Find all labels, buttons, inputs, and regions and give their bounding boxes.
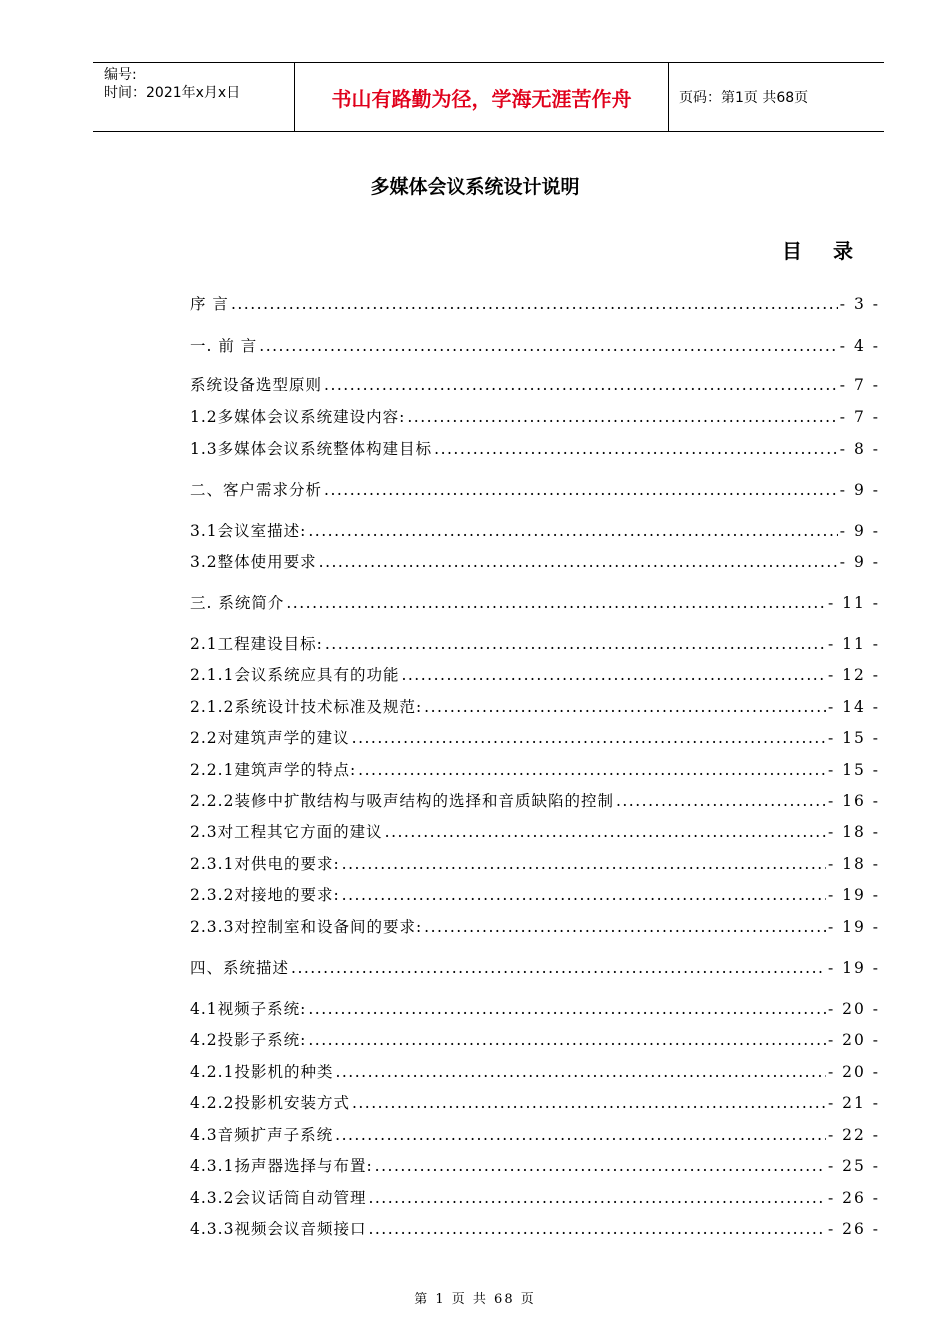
toc-entry[interactable] bbox=[190, 1124, 880, 1146]
toc-entry[interactable] bbox=[190, 479, 880, 501]
toc-entry-page: - 25 - bbox=[827, 1157, 880, 1175]
toc-entry[interactable] bbox=[190, 664, 880, 686]
toc-entry-page: - 19 - bbox=[827, 959, 880, 977]
toc-entry-title: 4.3.1扬声器选择与布置: bbox=[190, 1157, 373, 1175]
toc-entry[interactable] bbox=[190, 520, 880, 542]
toc-entry-page: - 15 - bbox=[827, 761, 880, 779]
toc-entry-title: 3.1会议室描述: bbox=[190, 522, 307, 540]
toc-entry-page: - 26 - bbox=[827, 1189, 880, 1207]
toc-leader-dots bbox=[335, 1124, 826, 1146]
toc-entry[interactable] bbox=[190, 821, 880, 843]
toc-entry[interactable] bbox=[190, 853, 880, 875]
toc-heading: 目 录 bbox=[782, 239, 865, 263]
toc-entry[interactable] bbox=[190, 957, 880, 979]
toc-entry-page: - 14 - bbox=[827, 698, 880, 716]
toc-entry-title: 4.1视频子系统: bbox=[190, 1000, 307, 1018]
toc-leader-dots bbox=[342, 853, 826, 875]
toc-entry-page: - 26 - bbox=[827, 1220, 880, 1238]
header-page-number: 页码：第1页 共68页 bbox=[679, 90, 809, 106]
document-time: 时间：2021年x月x日 bbox=[104, 85, 241, 101]
page-footer: 第 1 页 共 68 页 bbox=[414, 1292, 536, 1307]
toc-entry-title: 2.3对工程其它方面的建议 bbox=[190, 823, 383, 841]
toc-entry-page: - 9 - bbox=[839, 553, 880, 571]
toc-leader-dots bbox=[291, 957, 826, 979]
toc-entry-title: 2.1.1会议系统应具有的功能 bbox=[190, 666, 400, 684]
toc-entry[interactable] bbox=[190, 1218, 880, 1240]
toc-entry[interactable] bbox=[190, 1029, 880, 1051]
toc-leader-dots bbox=[352, 1092, 826, 1114]
toc-entry-title: 4.3.2会议话筒自动管理 bbox=[190, 1189, 367, 1207]
toc-entry-page: - 8 - bbox=[839, 440, 880, 458]
toc-entry-title: 四、系统描述 bbox=[190, 959, 290, 977]
toc-entry-page: - 7 - bbox=[839, 376, 880, 394]
toc-entry-page: - 18 - bbox=[827, 855, 880, 873]
toc-leader-dots bbox=[424, 696, 826, 718]
toc-leader-dots bbox=[308, 998, 826, 1020]
toc-entry[interactable] bbox=[190, 592, 880, 614]
toc-entry-page: - 18 - bbox=[827, 823, 880, 841]
toc-leader-dots bbox=[358, 759, 826, 781]
toc-leader-dots bbox=[325, 633, 826, 655]
toc-leader-dots bbox=[368, 1187, 825, 1209]
toc-entry[interactable] bbox=[190, 727, 880, 749]
toc-entry-title: 4.2.1投影机的种类 bbox=[190, 1063, 334, 1081]
toc-entry-page: - 12 - bbox=[827, 666, 880, 684]
toc-leader-dots bbox=[335, 1061, 825, 1083]
toc-entry-title: 二、客户需求分析 bbox=[190, 481, 323, 499]
toc-leader-dots bbox=[231, 293, 838, 315]
toc-entry-title: 1.2多媒体会议系统建设内容: bbox=[190, 408, 406, 426]
toc-entry[interactable] bbox=[190, 696, 880, 718]
toc-entry-title: 2.3.2对接地的要求: bbox=[190, 886, 340, 904]
toc-entry-page: - 11 - bbox=[827, 594, 880, 612]
toc-entry[interactable] bbox=[190, 916, 880, 938]
toc-leader-dots bbox=[308, 1029, 826, 1051]
toc-entry[interactable] bbox=[190, 1155, 880, 1177]
page-header bbox=[93, 62, 884, 132]
toc-leader-dots bbox=[352, 727, 826, 749]
toc-entry-title: 3.2整体使用要求 bbox=[190, 553, 317, 571]
toc-entry-title: 2.1工程建设目标: bbox=[190, 635, 323, 653]
header-motto: 书山有路勤为径，学海无涯苦作舟 bbox=[295, 63, 669, 131]
toc-entry[interactable] bbox=[190, 790, 880, 812]
toc-entry-page: - 21 - bbox=[827, 1094, 880, 1112]
toc-entry[interactable] bbox=[190, 1092, 880, 1114]
toc-entry-title: 2.2对建筑声学的建议 bbox=[190, 729, 350, 747]
toc-entry-page: - 9 - bbox=[839, 522, 880, 540]
toc-entry-title: 1.3多媒体会议系统整体构建目标 bbox=[190, 440, 433, 458]
toc-entry-title: 序 言 bbox=[190, 295, 229, 313]
toc-entry-page: - 15 - bbox=[827, 729, 880, 747]
toc-entry[interactable] bbox=[190, 1061, 880, 1083]
toc-leader-dots bbox=[375, 1155, 826, 1177]
toc-entry-page: - 4 - bbox=[839, 337, 880, 355]
document-title: 多媒体会议系统设计说明 bbox=[370, 176, 580, 198]
toc-leader-dots bbox=[259, 335, 838, 357]
toc-leader-dots bbox=[324, 479, 838, 501]
toc-entry-page: - 9 - bbox=[839, 481, 880, 499]
toc-entry-page: - 11 - bbox=[827, 635, 880, 653]
toc-entry[interactable] bbox=[190, 633, 880, 655]
toc-entry-title: 系统设备选型原则 bbox=[190, 376, 323, 394]
header-meta bbox=[93, 63, 295, 131]
toc-entry-page: - 3 - bbox=[839, 295, 880, 313]
toc-entry-page: - 20 - bbox=[827, 1063, 880, 1081]
toc-leader-dots bbox=[434, 438, 838, 460]
toc-leader-dots bbox=[424, 916, 826, 938]
toc-entry-page: - 20 - bbox=[827, 1000, 880, 1018]
toc-entry[interactable] bbox=[190, 884, 880, 906]
toc-entry-title: 4.3音频扩声子系统 bbox=[190, 1126, 334, 1144]
toc-entry-title: 2.2.2装修中扩散结构与吸声结构的选择和音质缺陷的控制 bbox=[190, 792, 614, 810]
toc-entry-title: 三. 系统简介 bbox=[190, 594, 285, 612]
toc-leader-dots bbox=[308, 520, 837, 542]
toc-entry-page: - 20 - bbox=[827, 1031, 880, 1049]
toc-entry-title: 4.2.2投影机安装方式 bbox=[190, 1094, 350, 1112]
toc-entry-title: 4.2投影子系统: bbox=[190, 1031, 307, 1049]
toc-leader-dots bbox=[407, 406, 837, 428]
toc-entry[interactable] bbox=[190, 1187, 880, 1209]
toc-entry-page: - 19 - bbox=[827, 886, 880, 904]
toc-entry-page: - 16 - bbox=[827, 792, 880, 810]
toc-entry[interactable] bbox=[190, 438, 880, 460]
document-number-label: 编号: bbox=[104, 67, 137, 83]
toc-leader-dots bbox=[319, 551, 838, 573]
toc-entry[interactable] bbox=[190, 335, 880, 357]
toc-entry[interactable] bbox=[190, 293, 880, 315]
toc-entry-title: 4.3.3视频会议音频接口 bbox=[190, 1220, 367, 1238]
toc-entry-title: 一. 前 言 bbox=[190, 337, 258, 355]
toc-entry[interactable] bbox=[190, 551, 880, 573]
toc-leader-dots bbox=[368, 1218, 825, 1240]
toc-entry[interactable] bbox=[190, 998, 880, 1020]
toc-entry-title: 2.1.2系统设计技术标准及规范: bbox=[190, 698, 423, 716]
toc-entry-title: 2.2.1建筑声学的特点: bbox=[190, 761, 357, 779]
toc-entry-title: 2.3.1对供电的要求: bbox=[190, 855, 340, 873]
toc-leader-dots bbox=[401, 664, 825, 686]
toc-entry[interactable] bbox=[190, 374, 880, 396]
toc-entry[interactable] bbox=[190, 406, 880, 428]
toc-leader-dots bbox=[385, 821, 826, 843]
toc-leader-dots bbox=[616, 790, 826, 812]
toc-leader-dots bbox=[324, 374, 838, 396]
toc-entry-page: - 22 - bbox=[827, 1126, 880, 1144]
toc-leader-dots bbox=[286, 592, 826, 614]
toc-entry[interactable] bbox=[190, 759, 880, 781]
toc-entry-page: - 7 - bbox=[839, 408, 880, 426]
toc-entry-page: - 19 - bbox=[827, 918, 880, 936]
toc-leader-dots bbox=[342, 884, 826, 906]
toc-entry-title: 2.3.3对控制室和设备间的要求: bbox=[190, 918, 423, 936]
